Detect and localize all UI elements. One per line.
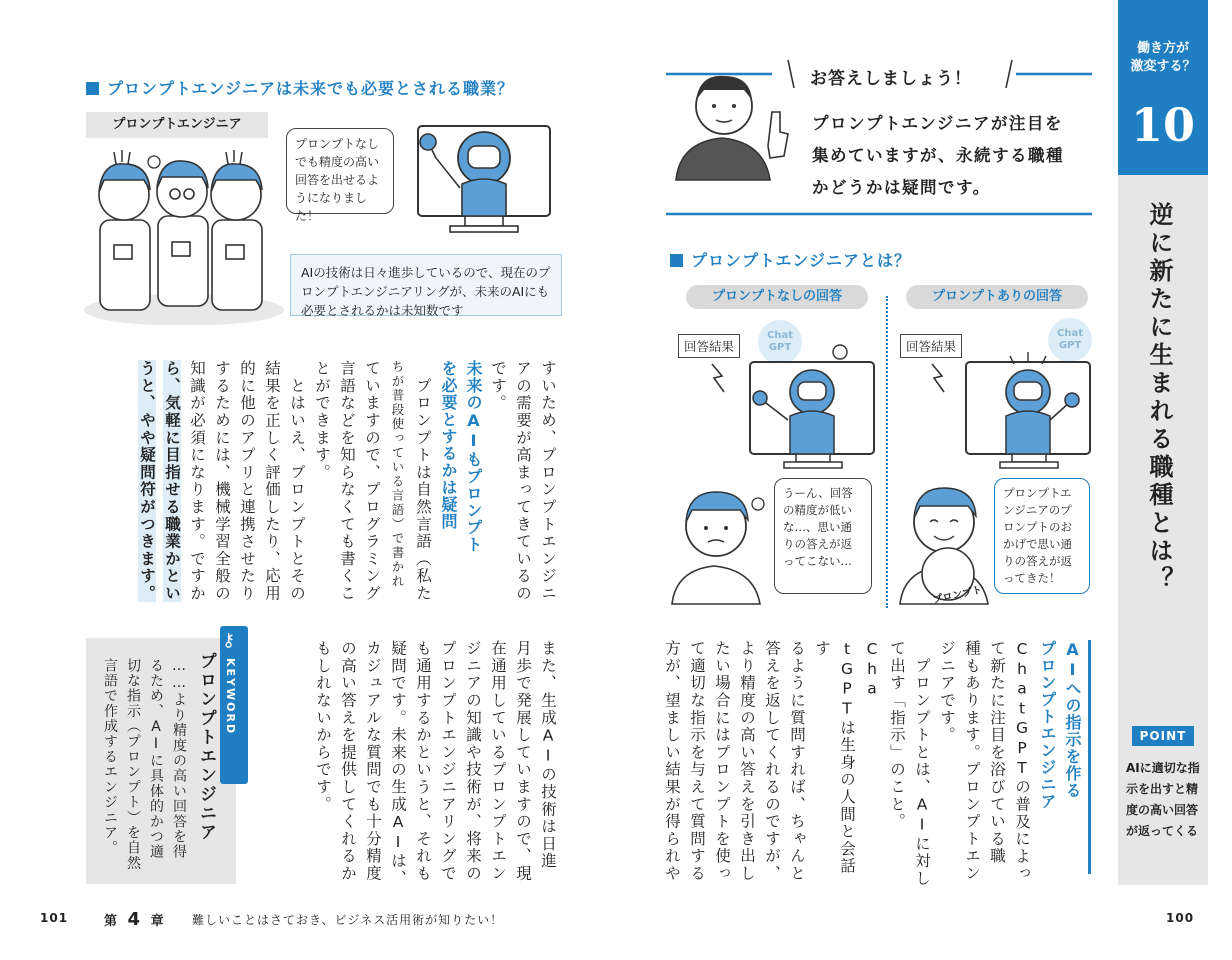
- left-lower-body: [290, 640, 560, 890]
- body-line: 種もあります。プロンプトエン: [963, 640, 981, 883]
- left-upper-body: [90, 360, 560, 610]
- body-line: 月歩で発展していますので、現: [514, 640, 532, 883]
- point-label-wrap: [1118, 725, 1208, 744]
- side-title: 逆に新たに生まれる職種とは？: [1145, 202, 1173, 594]
- body-line: て出す「指示」のこと。Cha: [863, 640, 906, 831]
- panel-right-pill: プロンプトありの回答: [906, 285, 1088, 309]
- body-line: たい場合にはプロンプトを使っ: [713, 640, 731, 883]
- body-line: カジュアルな質問でも十分精度: [364, 640, 382, 883]
- body-line: とができます。: [313, 360, 331, 482]
- worried-engineers-illustration: [84, 150, 284, 325]
- body-line: ちが普段使っている言語）で書かれ: [390, 360, 405, 589]
- heading-square-icon: [670, 254, 683, 267]
- body-line: 答えを返してくれるのですが、: [763, 640, 781, 883]
- body-line: より精度の高い答えを引き出し: [738, 640, 756, 883]
- robot-monitor-illustration: [410, 118, 560, 236]
- body-line-highlight: うと、やや疑問符がつきます。: [138, 360, 156, 603]
- body-line: ジニアの知識や技術が、将来の: [464, 640, 482, 883]
- body-line: るように質問すれば、ちゃんと: [788, 640, 806, 883]
- body-line: もしれないからです。: [314, 640, 332, 813]
- prompt-ball-text: プロンプト: [931, 584, 984, 607]
- body-line: アの需要が高まってきているの: [514, 360, 532, 603]
- chapter-label: 第 4 章: [104, 909, 165, 930]
- body-line: 的に他のアプリと連携させたり: [238, 360, 256, 603]
- panel-right-robot-illustration: [920, 340, 1100, 470]
- panel-left-chatgpt-badge: Chat GPT: [758, 320, 802, 364]
- chapter-title: 難しいことはさておき、ビジネス活用術が知りたい！: [192, 913, 504, 927]
- panel-right-result-label: 回答結果: [900, 334, 962, 358]
- body-line: 在通用しているプロンプトエン: [489, 640, 507, 883]
- point-label: POINT: [1132, 726, 1195, 746]
- panel-right-speech-bubble: プロンプトエンジニアのプロンプトのおかげで思い通りの答えが返ってきた！: [994, 478, 1090, 594]
- body-line: とはいえ、プロンプトとその: [288, 360, 306, 603]
- panel-left-pill: プロンプトなしの回答: [686, 285, 868, 309]
- answer-text: プロンプトエンジニアが注目を 集めていますが、永続する職種 かどうかは疑問です。: [812, 114, 1064, 197]
- key-icon: ⚷: [222, 630, 236, 651]
- keyword-term: プロンプトエンジニア: [196, 652, 216, 842]
- panel-left-speech-bubble: うーん、回答の精度が低いな…、思い通りの答えが返ってこない…: [774, 478, 872, 594]
- answer-title: お答えしましょう！: [810, 69, 972, 89]
- body-line: です。: [489, 360, 507, 412]
- robot-speech-bubble: プロンプトなしでも精度の高い回答を出せるようになりました！: [286, 128, 394, 214]
- body-line: 言語などを知らなくても書くこ: [338, 360, 356, 603]
- side-chapter-number: 10: [1130, 98, 1195, 152]
- body-line: すいため、プロンプトエンジニ: [539, 360, 557, 603]
- body-line: て新たに注目を浴びている職: [988, 640, 1006, 865]
- point-text: AIに適切な指示を出すと精度の高い回答が返ってくる: [1126, 761, 1200, 838]
- body-line: 疑問です。未来の生成AIは、: [389, 640, 407, 888]
- keyword-label: KEYWORD: [224, 658, 237, 736]
- subsection-heading: AIへの指示を作る プロンプトエンジニア: [1038, 640, 1082, 810]
- body-line: プロンプトエンジニアリングで: [439, 640, 457, 883]
- right-page-number: 100: [1166, 911, 1195, 925]
- right-section-heading: プロンプトエンジニアとは？: [670, 248, 911, 271]
- body-line: ていますので、プログラミング: [363, 360, 381, 603]
- answering-man-illustration: [672, 66, 802, 182]
- illustration-label: プロンプトエンジニア: [86, 112, 268, 138]
- left-page-number: 101: [40, 911, 69, 925]
- body-line: tGPTは生身の人間と会話す: [813, 640, 856, 875]
- body-line: て適切な指示を与えて質問する: [688, 640, 706, 883]
- body-line: プロンプトは自然言語（私た: [414, 360, 432, 603]
- ai-progress-info-box: AIの技術は日々進歩しているので、現在のプロンプトエンジニアリングが、未来のAIにも必要とされるかは未知数です: [290, 254, 562, 316]
- body-line: の高い答えを提供してくれるか: [339, 640, 357, 883]
- right-body: [663, 640, 1084, 888]
- side-tab-caption: 働き方が 激変する？: [1130, 41, 1196, 74]
- panel-right-chatgpt-badge: Chat GPT: [1048, 318, 1092, 362]
- panel-left-robot-illustration: [700, 340, 880, 470]
- subsection-heading: 未来のAIもプロンプト を必要とするかは疑問: [439, 360, 483, 553]
- body-line: 知識が必須になります。ですか: [188, 360, 206, 603]
- keyword-definition: ……より精度の高い回答を得 るため、AIに具体的かつ適 切な指示（プロンプト）を自然 言語で作成するエンジニア。: [102, 658, 187, 871]
- panel-left-confused-person: [670, 478, 770, 606]
- body-line-highlight: ら、気軽に目指せる職業かとい: [163, 360, 181, 603]
- body-line: ChatGPTの普及によっ: [1013, 640, 1031, 883]
- body-line: ジニアです。: [938, 640, 956, 744]
- body-line: 結果を正しく評価したり、応用: [263, 360, 281, 603]
- panel-left-result-label: 回答結果: [678, 334, 740, 358]
- panel-divider: [886, 296, 888, 608]
- body-line: 方が、望ましい結果が得られや: [663, 640, 681, 883]
- heading-square-icon: [86, 82, 99, 95]
- body-line: も通用するかというと、それも: [414, 640, 432, 883]
- body-line: プロンプトとは、AIに対し: [913, 640, 931, 888]
- body-line: また、生成AIの技術は日進: [539, 640, 557, 870]
- body-line: するためには、機械学習全般の: [213, 360, 231, 603]
- left-section-heading: プロンプトエンジニアは未来でも必要とされる職業？: [86, 76, 514, 99]
- panel-right-happy-person: [894, 478, 998, 606]
